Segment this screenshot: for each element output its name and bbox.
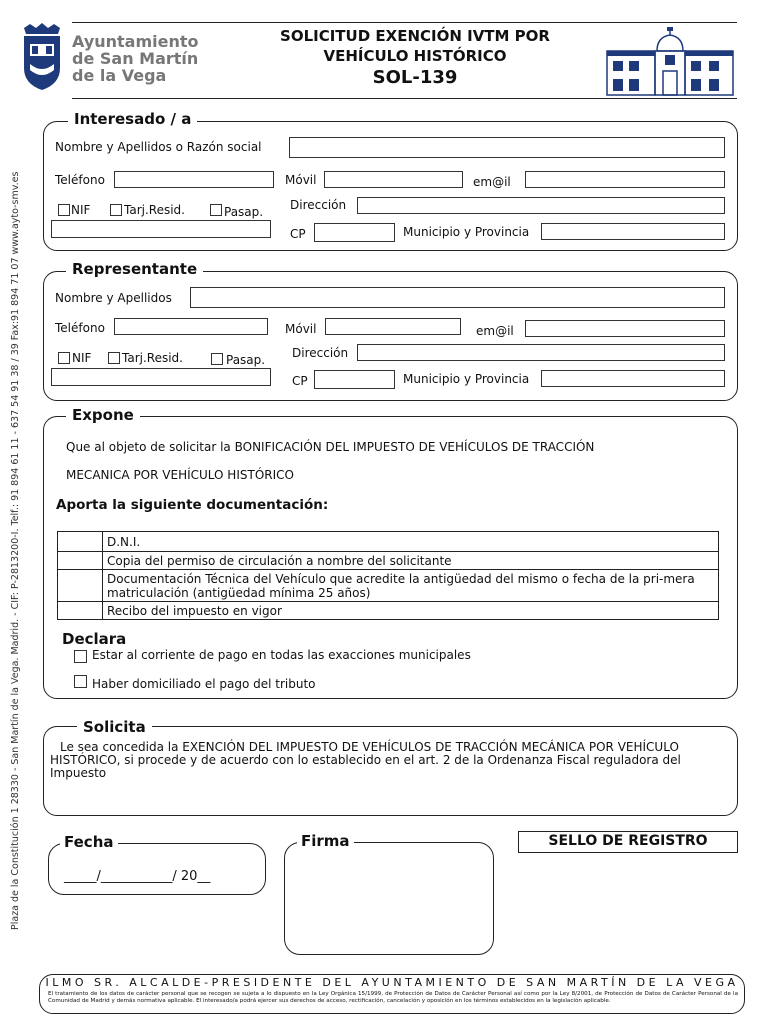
interesado-tarj-label: Tarj.Resid.	[124, 203, 185, 217]
interesado-email-label: em@il	[473, 175, 511, 189]
expone-title: Expone	[66, 406, 140, 424]
declara-item-1: Estar al corriente de pago en todas las exacciones municipales	[92, 648, 471, 662]
declara-checkbox-1[interactable]	[74, 650, 87, 663]
interesado-document-field[interactable]	[51, 220, 271, 238]
document-checkbox-cell[interactable]	[58, 532, 103, 552]
declara-title: Declara	[62, 630, 127, 648]
representante-mobile-field[interactable]	[325, 318, 461, 335]
aporta-title: Aporta la siguiente documentación:	[56, 497, 329, 513]
representante-email-field[interactable]	[525, 320, 725, 337]
representante-address-field[interactable]	[357, 344, 725, 361]
representante-phone-label: Teléfono	[55, 321, 105, 335]
representante-nif-checkbox[interactable]	[58, 352, 70, 364]
fecha-date-field[interactable]: _____/___________/ 20__	[64, 869, 211, 884]
interesado-mobile-field[interactable]	[324, 171, 463, 188]
representante-email-label: em@il	[476, 324, 514, 338]
interesado-address-label: Dirección	[290, 198, 347, 212]
interesado-pasap-label: Pasap.	[224, 205, 264, 219]
representante-name-label: Nombre y Apellidos	[55, 291, 172, 305]
representante-pasap-checkbox[interactable]	[211, 353, 223, 365]
interesado-cp-label: CP	[290, 227, 306, 241]
interesado-phone-label: Teléfono	[55, 173, 105, 187]
interesado-name-field[interactable]	[289, 137, 725, 158]
interesado-municipio-field[interactable]	[541, 223, 725, 240]
document-checkbox-cell[interactable]	[58, 602, 103, 620]
interesado-cp-field[interactable]	[314, 223, 395, 242]
representante-nif-label: NIF	[72, 351, 92, 365]
header-bottom-rule	[72, 98, 737, 99]
representante-title: Representante	[66, 260, 203, 278]
representante-cp-field[interactable]	[314, 370, 395, 389]
firma-section	[284, 842, 494, 955]
representante-pasap-label: Pasap.	[226, 353, 266, 367]
interesado-phone-field[interactable]	[114, 171, 274, 188]
table-row	[58, 602, 719, 620]
table-row	[58, 552, 719, 570]
org-name	[72, 33, 199, 84]
declara-item-2: Haber domiciliado el pago del tributo	[92, 677, 316, 691]
document-label: D.N.I.	[103, 532, 719, 552]
representante-phone-field[interactable]	[114, 318, 268, 335]
representante-document-field[interactable]	[51, 368, 271, 386]
header-top-rule	[72, 22, 737, 23]
form-code: SOL-139	[372, 67, 458, 88]
footer-addressee: ILMO SR. ALCALDE-PRESIDENTE DEL AYUNTAMIENTO DE SAN MARTÍN DE LA VEGA	[45, 976, 739, 989]
representante-municipio-field[interactable]	[541, 370, 725, 387]
org-line-2: de San Martín	[72, 49, 199, 68]
coat-of-arms-icon	[20, 22, 64, 92]
table-row	[58, 532, 719, 552]
document-label: Documentación Técnica del Vehículo que acredite la antigüedad del mismo o fecha de la pri-mera matriculación (antigüedad mínima 25 años)	[103, 570, 719, 602]
document-label: Copia del permiso de circulación a nombre del solicitante	[103, 552, 719, 570]
representante-mobile-label: Móvil	[285, 322, 317, 336]
interesado-tarj-checkbox[interactable]	[110, 204, 122, 216]
title-line-2: VEHÍCULO HISTÓRICO	[323, 47, 507, 65]
representante-address-label: Dirección	[292, 346, 349, 360]
interesado-email-field[interactable]	[525, 171, 725, 188]
interesado-address-field[interactable]	[357, 197, 725, 214]
expone-line-2: MECANICA POR VEHÍCULO HISTÓRICO	[66, 468, 294, 482]
representante-cp-label: CP	[292, 374, 308, 388]
town-hall-building-icon	[605, 25, 735, 97]
representante-name-field[interactable]	[190, 287, 725, 308]
interesado-mobile-label: Móvil	[285, 173, 317, 187]
document-checkbox-cell[interactable]	[58, 552, 103, 570]
interesado-nif-checkbox[interactable]	[58, 204, 70, 216]
interesado-name-label: Nombre y Apellidos o Razón social	[55, 140, 262, 154]
document-label: Recibo del impuesto en vigor	[103, 602, 719, 620]
fecha-title: Fecha	[60, 833, 118, 851]
sidebar-address: Plaza de la Constitución 1 28330 - San Martín de la Vega. Madrid. - CIF: P-2813200-I. Telf.: 91 894 61 11 - 637 54 91 38 / 39 Fax:91 894 71 07 www.ayto-smv.es	[10, 171, 21, 930]
interesado-nif-label: NIF	[71, 203, 91, 217]
document-checkbox-cell[interactable]	[58, 570, 103, 602]
interesado-municipio-label: Municipio y Provincia	[403, 225, 530, 239]
interesado-title: Interesado / a	[68, 110, 197, 128]
footer-privacy: El tratamiento de los datos de carácter personal que se recogen se sujeta a lo dispuesto en la Ley Orgánica 15/1999, de Protección de Datos de Carácter Personal así como por la Ley 8/2001, de Protección de Datos de Carácter Personal de la Comunidad de Madrid y demás normativa aplicable. El interesado/a podrá ejercer sus derechos de acceso, rectificación, cancelación y oposición en los términos establecidos en la legislación aplicable.	[48, 991, 738, 1004]
declara-checkbox-2[interactable]	[74, 675, 87, 688]
header	[0, 0, 770, 110]
expone-line-1: Que al objeto de solicitar la BONIFICACIÓN DEL IMPUESTO DE VEHÍCULOS DE TRACCIÓN	[66, 440, 595, 454]
representante-tarj-label: Tarj.Resid.	[122, 351, 183, 365]
firma-title: Firma	[297, 832, 354, 850]
interesado-pasap-checkbox[interactable]	[210, 204, 222, 216]
org-line-3: de la Vega	[72, 66, 167, 85]
org-line-1: Ayuntamiento	[72, 32, 199, 51]
sello-de-registro-box: SELLO DE REGISTRO	[518, 831, 738, 853]
title-line-1: SOLICITUD EXENCIÓN IVTM POR	[280, 27, 550, 45]
solicita-text: Le sea concedida la EXENCIÓN DEL IMPUESTO DE VEHÍCULOS DE TRACCIÓN MECÁNICA POR VEHÍCULO HISTÓRICO, si procede y de acuerdo con lo establecido en el art. 2 de la Ordenanza Fiscal reguladora del Impuesto	[50, 740, 681, 780]
solicita-title: Solicita	[77, 718, 152, 736]
representante-tarj-checkbox[interactable]	[108, 352, 120, 364]
table-row	[58, 570, 719, 602]
representante-municipio-label: Municipio y Provincia	[403, 372, 530, 386]
form-title	[230, 26, 600, 90]
documents-table	[57, 531, 719, 620]
